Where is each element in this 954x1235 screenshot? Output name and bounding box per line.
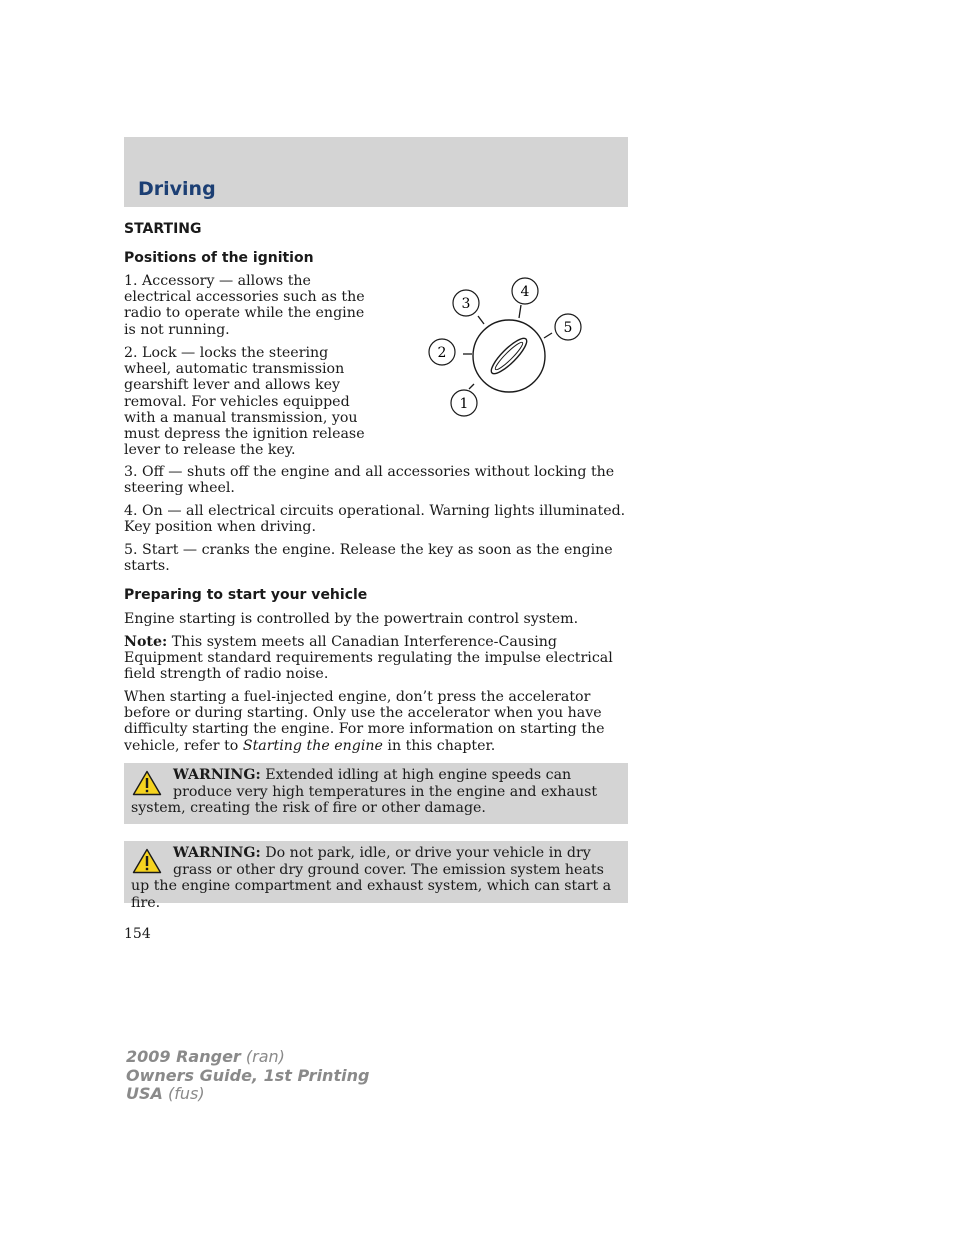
footer-edition: Owners Guide, 1st Printing [126, 1065, 370, 1085]
position-5-text: 5. Start — cranks the engine. Release the key as soon as the engine starts. [124, 542, 613, 575]
warning-dry-grass-text [131, 845, 619, 911]
fuel-injected-text-end: in this chapter. [382, 737, 496, 754]
position-label-2: 2 [437, 345, 447, 361]
fuel-injected-paragraph [124, 689, 630, 754]
ignition-positions-heading: Positions of the ignition [124, 250, 314, 266]
position-4-text: 4. On — all electrical circuits operational. Warning lights illuminated. Key position when driving. [124, 503, 626, 536]
section-title: Driving [138, 178, 216, 200]
position-3-text: 3. Off — shuts off the engine and all accessories without locking the steering wheel. [124, 464, 615, 497]
warning-box-idling [124, 763, 628, 824]
starting-engine-reference: Starting the engine [242, 737, 383, 754]
page-number: 154 [124, 926, 151, 942]
note-text: This system meets all Canadian Interference-Causing Equipment standard requirements regulating the impulse electrical field strength of radio noise. [124, 634, 613, 683]
ignition-positions-diagram [420, 272, 600, 432]
warning-label: WARNING: [173, 767, 261, 783]
fuel-injected-text: When starting a fuel-injected engine, don’t press the accelerator before or during starting. Only use the accelerator when you have difficulty starting the engine. For more information on starting the vehicle, refer to [124, 689, 605, 754]
position-label-4: 4 [520, 284, 530, 300]
warning-label: WARNING: [173, 845, 261, 861]
position-label-5: 5 [563, 320, 573, 336]
preparing-heading: Preparing to start your vehicle [124, 587, 368, 603]
warning-dry-grass-body: Do not park, idle, or drive your vehicle in dry grass or other dry ground cover. The emission system heats up the engine compartment and exhaust system, which can start a fire. [131, 845, 612, 911]
ignition-cylinder [473, 320, 545, 392]
position-label-1: 1 [459, 396, 469, 412]
warning-box-dry-grass [124, 841, 628, 911]
warning-idling-text [131, 767, 619, 817]
position-2-text: 2. Lock — locks the steering wheel, automatic transmission gearshift lever and allows key removal. For vehicles equipped with a manual transmission, you must depress the ignition release lever to release the key. [124, 345, 365, 459]
powertrain-paragraph: Engine starting is controlled by the powertrain control system. [124, 611, 579, 627]
position-1-text: 1. Accessory — allows the electrical accessories such as the radio to operate while the engine is not running. [124, 273, 365, 338]
starting-heading: STARTING [124, 221, 202, 237]
footer-market-code: (fus) [162, 1084, 205, 1103]
note-paragraph [124, 634, 630, 683]
footer-model-code: (ran) [240, 1047, 285, 1066]
note-label: Note: [124, 634, 168, 650]
footer-model: 2009 Ranger [126, 1047, 241, 1066]
footer-market: USA [126, 1084, 163, 1103]
warning-idling-body: Extended idling at high engine speeds can produce very high temperatures in the engine and exhaust system, creating the risk of fire or other damage. [131, 767, 598, 816]
document-footer [126, 1048, 369, 1104]
position-label-3: 3 [461, 296, 471, 312]
